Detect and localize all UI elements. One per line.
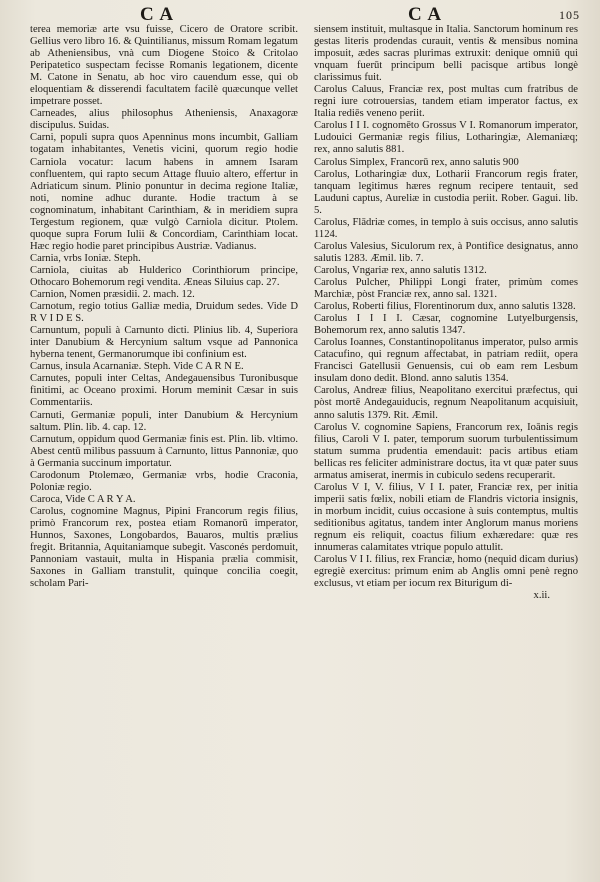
signature-mark: x.ii. [533, 590, 550, 602]
text-columns [30, 24, 578, 876]
dictionary-entry: Carolus V I, V. filius, V I I. pater, Franciæ rex, per initia imperii satis fœlix, nobili etiam de Flandris victoria insignis, in morbum incidit, cuius occasione à suis contemptus, multis seditionibus agitatus, tandem inter Anglorum manus moriens regnum eis reliquit, coactus filium exhæredare: quæ res innumeras calamitates vtrique populo attulit. [314, 481, 578, 554]
page-number: 105 [559, 8, 580, 22]
dictionary-entry: Carniola, ciuitas ab Hulderico Corinthiorum principe, Othocaro Bohemorum regi vendita. Æneas Siluius cap. 27. [30, 264, 298, 288]
dictionary-entry: Carolus, Lotharingiæ dux, Lotharii Francorum regis frater, tanquam legitimus hæres regnum recipere tentauit, sed Lauduni captus, Aureliæ in custodia periit. Rober. Gagui. lib. 5. [314, 168, 578, 216]
right-column [314, 24, 578, 876]
dictionary-entry: terea memoriæ arte vsu fuisse, Cicero de Oratore scribit. Gellius vero libro 16. & Quintilianus, missum Romam legatum ab Atheniensibus, vnà cum Diogene Stoico & Critolao Peripatetico suspectam fecisse Romanis legationem, dicente M. Catone in Senatu, ab hoc viro cauendum esse, qui ob eloquentiam & disserendi facultatem facilè quæcunque vellet impetrare posset. [30, 24, 298, 108]
dictionary-entry: Carolus Simplex, Francorū rex, anno salutis 900 [314, 156, 519, 168]
dictionary-entry: Carolus, Flādriæ comes, in templo à suis occisus, anno salutis 1124. [314, 216, 578, 240]
dictionary-entry: Carolus, Andreæ filius, Neapolitano exercitui præfectus, qui pòst mortē Andegauiducis, regnum Neapolitanum acquisiuit, anno salutis 1379. Rit. Æmil. [314, 385, 578, 421]
dictionary-entry: Carneades, alius philosophus Atheniensis, Anaxagoræ discipulus. Suidas. [30, 108, 298, 132]
dictionary-entry: siensem instituit, multasque in Italia. Sanctorum hominum res gestas literis prodendas curauit, ventis & mensibus nomina imposuit, ædes sacras plurimas extruxit: denique omniū qui vnquam fuerūt principum belli pacisque artibus longè clarissimus fuit. [314, 24, 578, 84]
running-head [0, 4, 600, 26]
dictionary-entry: Carolus, Vngariæ rex, anno salutis 1312. [314, 264, 487, 276]
dictionary-entry: Carnus, insula Acarnaniæ. Steph. Vide C A R N E. [30, 361, 244, 373]
dictionary-entry: Carolus Caluus, Franciæ rex, post multas cum fratribus de regni iure cotrouersias, tandem etiam imperator factus, ex Italia rediēs veneno periit. [314, 84, 578, 120]
dictionary-entry: Carolus I I I. cognomēto Grossus V I. Romanorum imperator, Ludouici Germaniæ regis filius, Lotharingiæ, Alemaniæq; rex, anno salutis 881. [314, 120, 578, 156]
dictionary-entry: Carolus Valesius, Siculorum rex, à Pontifice designatus, anno salutis 1283. Æmil. lib. 7. [314, 240, 578, 264]
dictionary-entry: Carolus, cognomine Magnus, Pipini Francorum regis filius, primò Francorum rex, postea etiam Romanorū imperator, Hunnos, Saxones, Longobardos, Bauaros, multis prælius fregit. Britannia, Aquitaniamque subegit. Vasconés perdomuit, Pannoniam vastauit, multa in Hispania prælia commisit, Saxones in Galliam transtulit, quinque concilia coegit, scholam Pari- [30, 505, 298, 590]
dictionary-entry: Carolus I I I I. Cæsar, cognomine Lutyelburgensis, Bohemorum rex, anno salutis 1347. [314, 313, 578, 337]
dictionary-entry: Carolus, Roberti filius, Florentinorum dux, anno salutis 1328. [314, 301, 576, 313]
left-column [30, 24, 298, 876]
dictionary-entry: Carnotum, regio totius Galliæ media, Druidum sedes. Vide D R V I D E S. [30, 301, 298, 325]
dictionary-entry: Carnuntum, populi à Carnunto dicti. Plinius lib. 4, Superiora inter Danubium & Hercynium saltum vsque ad Pannonica hyberna tenent, Germanorumque ibi confinium est. [30, 325, 298, 361]
dictionary-entry: Carolus Ioannes, Constantinopolitanus imperator, pulso armis Catacufino, qui regnum affectabat, in patriam rediit, opera Francisci Gatellusii Genuensis, cui ob eam rem Lesbum insulam dono dedit. Blond. anno salutis 1354. [314, 337, 578, 385]
running-head-right: C A [408, 4, 443, 25]
dictionary-entry: Carni, populi supra quos Apenninus mons incumbit, Galliam togatam inhabitantes, Venetis vicini, quorum regio hodie Carniola vocatur: lacum habens in amnem Isaram confluentem, qui rapto secum Attage fluuio altero, effertur in Adriaticum sinum. Plinio ponuntur in decima regione Italiæ, noti, nomine adhuc durante. Hodie tractum à se cognominatum, inhabitant Carinthiam, & in meridiem supra Tergestum regionem, quæ vulgò Carniola dicitur. Ptolem. quoque supra Forum Iulii & Concordiam, Carinthiam locat. Hæc regio hodie paret principibus Austriæ. Vadianus. [30, 132, 298, 252]
dictionary-entry: Carodonum Ptolemæo, Germaniæ vrbs, hodie Craconia, Poloniæ regio. [30, 469, 298, 493]
dictionary-entry: Carnia, vrbs Ioniæ. Steph. [30, 252, 141, 264]
dictionary-entry: Carnion, Nomen præsidii. 2. mach. 12. [30, 289, 195, 301]
running-head-left: C A [140, 4, 175, 25]
dictionary-entry: Carolus V I I. filius, rex Franciæ, homo (nequid dicam durius) egregiè exercitus: primum enim ab Anglis omni penè regno exclusus, vt etiam per iocum rex Biturigum di- [314, 554, 578, 590]
dictionary-entry: Carolus V. cognomine Sapiens, Francorum rex, Ioānis regis filius, Caroli V I. pater, temporum suorum turbulentissimum statum summa prudentia emendauit: pacis artibus etiam bellicas res feliciter administrare doctus, ita vt quæ pater suus armatus amiserat, inermis in cubiculo sedens recuperarit. [314, 421, 578, 481]
dictionary-entry: Carnuti, Germaniæ populi, inter Danubium & Hercynium saltum. Plin. lib. 4. cap. 12. [30, 409, 298, 433]
dictionary-entry: Carolus Pulcher, Philippi Longi frater, primùm comes Marchiæ, pòst Franciæ rex, anno sal. 1321. [314, 276, 578, 301]
dictionary-entry: Caroca, Vide C A R Y A. [30, 493, 136, 505]
dictionary-entry: Carnutum, oppidum quod Germaniæ finis est. Plin. lib. vltimo. Abest centū milibus passuum à Carnunto, littus Pannoniæ, quo à Germania succinum importatur. [30, 433, 298, 469]
dictionary-entry: Carnutes, populi inter Celtas, Andegauensibus Turonibusque finitimi, ac Oceano proximi. Horum meminit Cæsar in suis Commentariis. [30, 373, 298, 409]
